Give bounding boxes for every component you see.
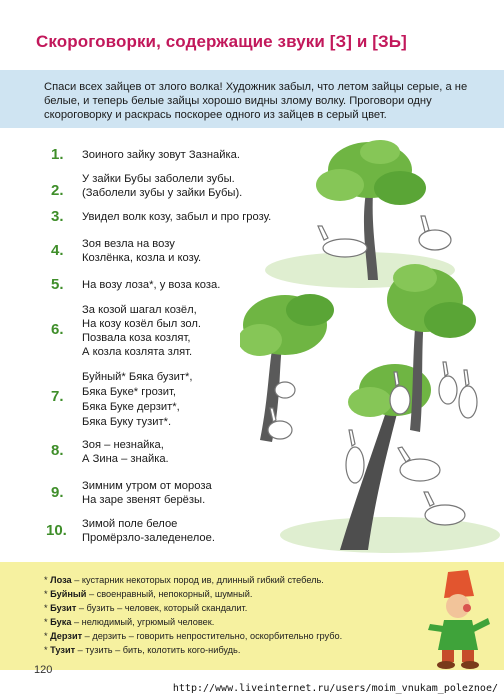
rhyme-line: Буйный* Бяка бузит*, xyxy=(82,371,193,383)
footnote: * Тузит – тузить – бить, колотить кого-нибудь. xyxy=(44,645,241,655)
rhyme-number: 4. xyxy=(51,242,64,259)
rhyme-line: У зайки Бубы заболели зубы. xyxy=(82,173,235,185)
rhyme-number: 1. xyxy=(51,146,64,163)
footnote-term: Тузит xyxy=(50,645,76,655)
footnote: * Бузит – бузить – человек, который скандалит. xyxy=(44,603,248,613)
rhyme-number: 6. xyxy=(51,321,64,338)
rhyme-number: 3. xyxy=(51,208,64,225)
rhyme-line: На заре звенят берёзы. xyxy=(82,494,206,506)
footnote-term: Лоза xyxy=(50,575,72,585)
rhyme-line: Увидел волк козу, забыл и про грозу. xyxy=(82,211,272,223)
trees-and-hares-illustration xyxy=(240,140,504,560)
rhyme-line: Зоиного зайку зовут Зазнайка. xyxy=(82,149,240,161)
rhyme-line: Зоя – незнайка, xyxy=(82,439,164,451)
rhyme-number: 8. xyxy=(51,442,64,459)
rhyme-number: 2. xyxy=(51,182,64,199)
rhyme-line: А козла козлята злят. xyxy=(82,346,193,358)
footnote-text: – тузить – бить, колотить кого-нибудь. xyxy=(75,645,241,655)
page-title: Скороговорки, содержащие звуки [З] и [ЗЬ] xyxy=(36,32,407,51)
footnote: * Бука – нелюдимый, угрюмый человек. xyxy=(44,617,215,627)
gnome-illustration xyxy=(418,566,498,670)
rhyme-line: А Зина – знайка. xyxy=(82,453,169,465)
rhyme-line: За козой шагал козёл, xyxy=(82,304,197,316)
footnote: * Лоза – кустарник некоторых пород ив, длинный гибкий стебель. xyxy=(44,575,324,585)
ground-patch xyxy=(280,517,500,553)
tree-left xyxy=(240,294,334,442)
footnote-term: Бузит xyxy=(50,603,77,613)
rhyme-line: На козу козёл был зол. xyxy=(82,318,202,330)
footnote-term: Бука xyxy=(50,617,72,627)
intro-box xyxy=(0,70,504,128)
rhyme-line: Бяка Буке* грозит, xyxy=(82,386,177,398)
rhyme-line: Зоя везла на возу xyxy=(82,238,175,250)
source-url: http://www.liveinternet.ru/users/moim_vnukam_poleznoe/ xyxy=(172,683,498,694)
rhyme-line: Промёрзло-заледенелое. xyxy=(82,532,215,544)
intro-text: Спаси всех зайцев от злого волка! Художник забыл, что летом зайцы серые, а не белые, и теперь белые зайцы хорошо видны злому волку. Проговори одну скороговорку и раскрась поскорее одного из зайцев в серый цвет. xyxy=(44,81,468,121)
rhyme-line: Бяка Буке дерзит*, xyxy=(82,401,180,413)
footnote-text: – дерзить – говорить непростительно, оскорбительно грубо. xyxy=(82,631,343,641)
footnote: * Буйный – своенравный, непокорный, шумный. xyxy=(44,589,253,599)
footnote-text: – нелюдимый, угрюмый человек. xyxy=(71,617,215,627)
footnote-term: Дерзит xyxy=(50,631,83,641)
footnote-text: – кустарник некоторых пород ив, длинный гибкий стебель. xyxy=(71,575,324,585)
footnote-text: – своенравный, непокорный, шумный. xyxy=(86,589,253,599)
rhyme-line: Козлёнка, козла и козу. xyxy=(82,252,202,264)
rhyme-number: 5. xyxy=(51,276,64,293)
rhyme-number: 10. xyxy=(46,522,67,539)
rhyme-line: Позвала коза козлят, xyxy=(82,332,191,344)
rhyme-number: 9. xyxy=(51,484,64,501)
rhyme-line: Зимним утром от мороза xyxy=(82,480,212,492)
rhyme-number: 7. xyxy=(51,388,64,405)
rhyme-line: На возу лоза*, у воза коза. xyxy=(82,279,221,291)
footnote-term: Буйный xyxy=(50,589,87,599)
rhyme-line: Бяка Буку тузит*. xyxy=(82,416,172,428)
rhyme-line: Зимой поле белое xyxy=(82,518,178,530)
page-number: 120 xyxy=(34,664,53,676)
footnote: * Дерзит – дерзить – говорить непростительно, оскорбительно грубо. xyxy=(44,631,343,641)
rhyme-line: (Заболели зубы у зайки Бубы). xyxy=(82,187,243,199)
footnote-text: – бузить – человек, который скандалит. xyxy=(76,603,248,613)
